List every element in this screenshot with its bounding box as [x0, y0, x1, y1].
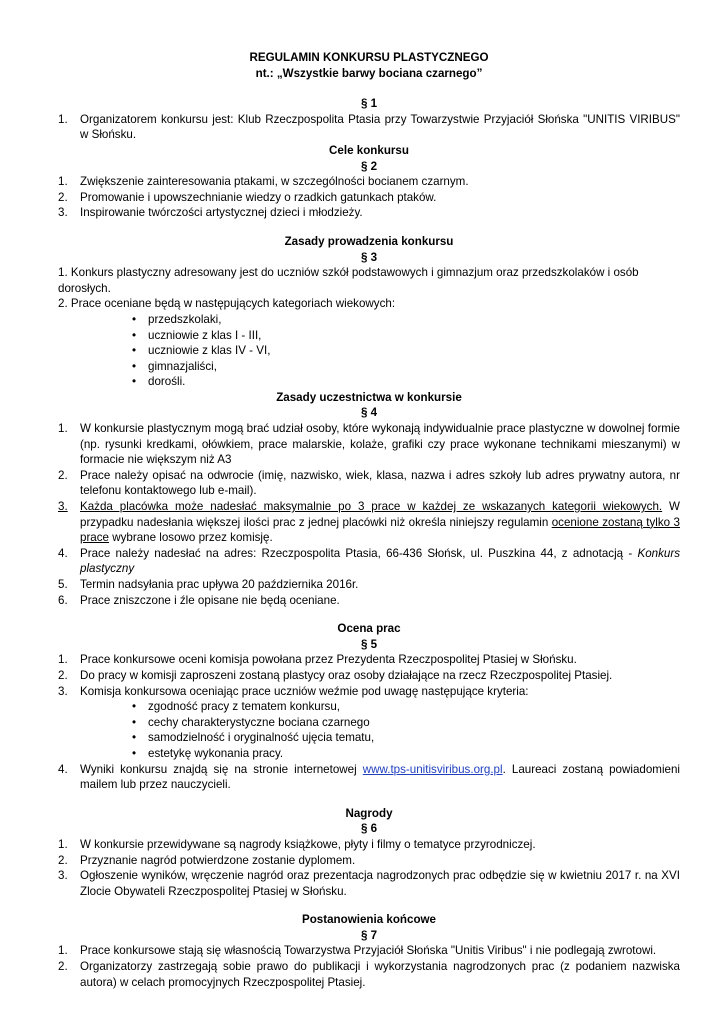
list-item: 2. Prace oceniane będą w następujących kategoriach wiekowych:: [58, 297, 396, 311]
list-item: 2. Organizatorzy zastrzegają sobie prawo do publikacji i wykorzystania nagrodzonych prac (z podaniem nazwiska autora) w celach promocyjnych Rzeczpospolitej Ptasiej.: [58, 960, 680, 989]
list-item: 1. Organizatorem konkursu jest: Klub Rzeczpospolita Ptasia przy Towarzystwie Przyjaciół Słońska "UNITIS VIRIBUS" w Słońsku.: [58, 112, 680, 142]
list-item: 2. Do pracy w komisji zaproszeni zostaną plastycy oraz osoby działające na rzecz Rzeczpospolitej Ptasiej.: [58, 668, 613, 682]
document-subtitle: nt.: „Wszystkie barwy bociana czarnego”: [255, 66, 483, 80]
section-7-heading: Postanowienia końcowe: [301, 913, 436, 927]
list-item: 1. Zwiększenie zainteresowania ptakami, w szczególności bocianem czarnym.: [58, 175, 469, 189]
section-1-number: § 1: [360, 97, 378, 111]
bullet-item: • estetykę wykonania pracy.: [132, 746, 680, 762]
bullet-item: • przedszkolaki,: [132, 312, 680, 328]
list-item: 3. Komisja konkursowa oceniając prace uczniów weźmie pod uwagę następujące kryteria:: [58, 684, 529, 698]
bullet-item: • zgodność pracy z tematem konkursu,: [132, 699, 680, 715]
list-item: 1. Prace konkursowe oceni komisja powołana przez Prezydenta Rzeczpospolitej Ptasiej w Słońsku.: [58, 653, 577, 667]
bullet-item: • gimnazjaliści,: [132, 359, 680, 375]
list-item: 1. W konkursie przewidywane są nagrody książkowe, płyty i filmy o tematyce przyrodniczej.: [58, 837, 536, 851]
bullet-item: • dorośli.: [132, 374, 680, 390]
list-item: 3. Każda placówka może nadesłać maksymalnie po 3 prace w każdej ze wskazanych kategorii wiekowych. W przypadku nadesłania większej ilości prac z jednej placówki niż określa niniejszy regulamin ocenione zostaną tylko 3 prace wybrane losowo przez komisję.: [58, 500, 680, 545]
bullet-item: • uczniowie z klas IV - VI,: [132, 343, 680, 359]
criteria-list: [58, 699, 680, 761]
section-4-heading: Zasady uczestnictwa w konkursie: [276, 390, 462, 404]
section-6-heading: Nagrody: [345, 806, 393, 820]
list-item: 5. Termin nadsyłania prac upływa 20 października 2016r.: [58, 578, 359, 591]
section-4-number: § 4: [360, 406, 378, 420]
list-item: 6. Prace zniszczone i źle opisane nie będą oceniane.: [58, 593, 340, 607]
section-2-heading: Cele konkursu: [329, 143, 409, 157]
bullet-item: • cechy charakterystyczne bociana czarnego: [132, 715, 680, 731]
list-item: 3. Ogłoszenie wyników, wręczenie nagród oraz prezentacja nagrodzonych prac odbędzie się w kwietniu 2017 r. na XVI Zlocie Obywateli Rzeczpospolitej Ptasiej w Słońsku.: [58, 869, 680, 898]
bullet-item: • samodzielność i oryginalność ujęcia tematu,: [132, 730, 680, 746]
list-item: 1. W konkursie plastycznym mogą brać udział osoby, które wykonają indywidualnie prace plastyczne w dowolnej formie (np. rysunki kredkami, ołówkiem, prace malarskie, kolaże, grafiki czy prace wykonane technikami mieszanymi) w formacie nie większym niż A3: [58, 422, 680, 467]
list-item: 1. Konkurs plastyczny adresowany jest do uczniów szkół podstawowych i gimnazjum oraz przedszkolaków i osób dorosłych.: [58, 266, 639, 295]
bullet-item: • uczniowie z klas I - III,: [132, 328, 680, 344]
age-categories-list: [58, 312, 680, 390]
list-item: 2. Prace należy opisać na odwrocie (imię, nazwisko, wiek, klasa, nazwa i adres szkoły lub adres prywatny autora, nr telefonu kontaktowego lub e-mail).: [58, 468, 680, 498]
list-item: 4. Wyniki konkursu znajdą się na stronie internetowej www.tps-unitisviribus.org.pl. Laureaci zostaną powiadomieni mailem lub przez nauczycieli.: [58, 762, 680, 792]
section-5-heading: Ocena prac: [337, 622, 401, 636]
section-2-number: § 2: [360, 159, 378, 173]
section-6-number: § 6: [360, 822, 378, 836]
list-item: 2. Promowanie i upowszechnianie wiedzy o rzadkich gatunkach ptaków.: [58, 190, 437, 204]
list-item: 3. Inspirowanie twórczości artystycznej dzieci i młodzieży.: [58, 206, 363, 220]
document-title: REGULAMIN KONKURSU PLASTYCZNEGO: [249, 51, 489, 64]
list-item: 4. Prace należy nadesłać na adres: Rzeczpospolita Ptasia, 66-436 Słońsk, ul. Puszkina 44, z adnotacją - Konkurs plastyczny: [58, 546, 680, 576]
list-item: 2. Przyznanie nagród potwierdzone zostanie dyplomem.: [58, 853, 356, 867]
list-item: 1. Prace konkursowe stają się własnością Towarzystwa Przyjaciół Słońska "Unitis Viribus" i nie podlegają zwrotowi.: [58, 944, 657, 958]
section-3-number: § 3: [360, 250, 378, 264]
section-5-number: § 5: [360, 637, 378, 651]
section-3-heading: Zasady prowadzenia konkursu: [284, 234, 454, 248]
website-link[interactable]: www.tps-unitisviribus.org.pl: [362, 762, 503, 776]
section-7-number: § 7: [360, 928, 378, 942]
